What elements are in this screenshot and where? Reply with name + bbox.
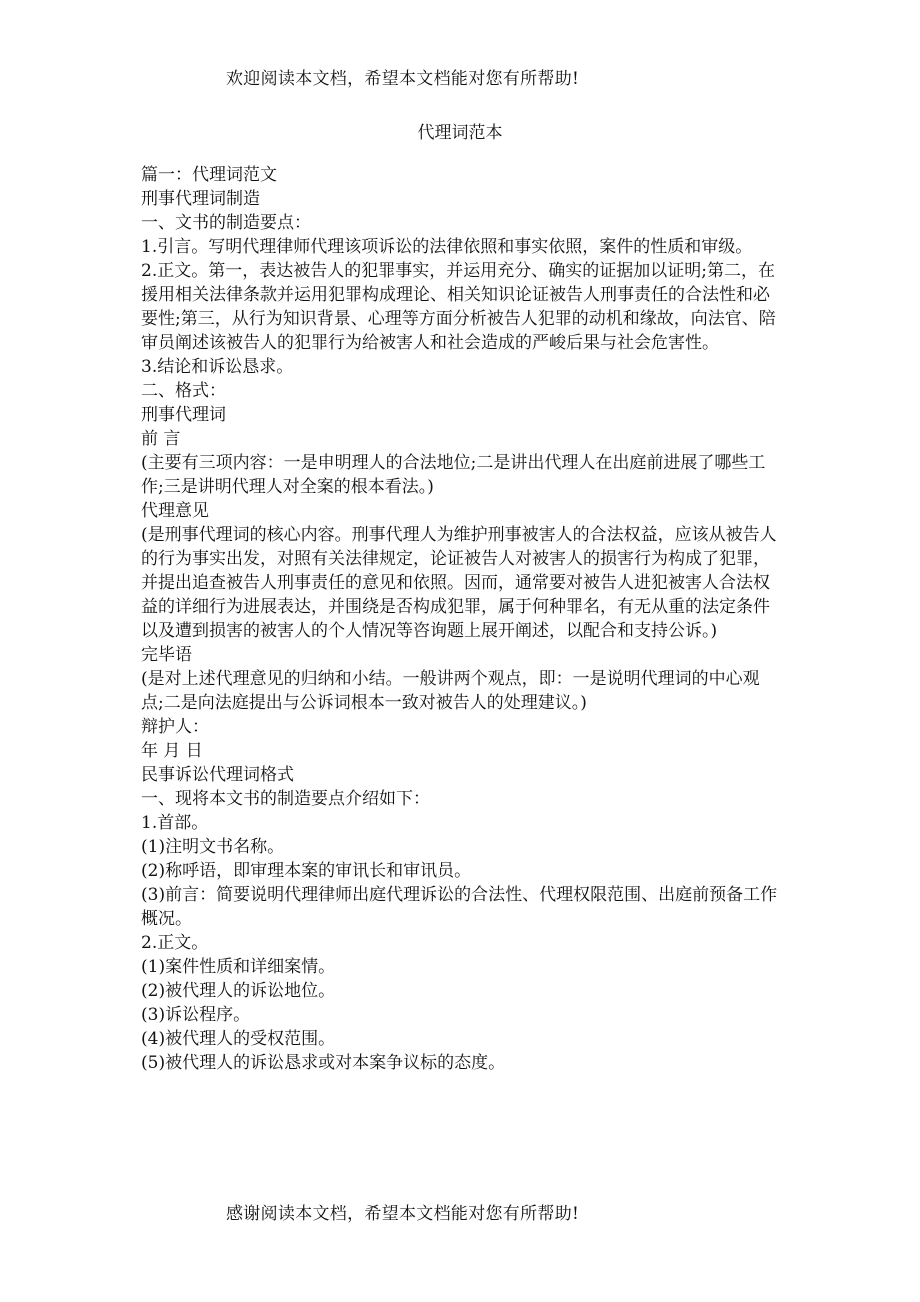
paragraph: 刑事代理词制造	[141, 189, 260, 209]
paragraph: 完毕语	[141, 645, 192, 665]
paragraph: 年 月 日	[141, 741, 203, 761]
paragraph: 刑事代理词	[141, 405, 226, 425]
paragraph: (3)诉讼程序。	[141, 1005, 251, 1025]
paragraph: (3)前言：简要说明代理律师出庭代理诉讼的合法性、代理权限范围、出庭前预备工作概况。	[141, 885, 778, 929]
paragraph: 一、现将本文书的制造要点介绍如下：	[141, 789, 430, 809]
paragraph: 1.首部。	[141, 813, 209, 833]
paragraph: (是对上述代理意见的归纳和小结。一般讲两个观点，即：一是说明代理词的中心观点;二是向法庭提出与公诉词根本一致对被告人的处理建议。)	[141, 669, 760, 713]
footer-note: 感谢阅读本文档，希望本文档能对您有所帮助!	[226, 1204, 580, 1224]
paragraph: 二、格式：	[141, 381, 226, 401]
paragraph: (2)被代理人的诉讼地位。	[141, 981, 336, 1001]
paragraph: (1)注明文书名称。	[141, 837, 285, 857]
paragraph: 前 言	[141, 429, 181, 449]
paragraph: 1.引言。写明代理律师代理该项诉讼的法律依照和事实依照，案件的性质和审级。	[141, 237, 753, 257]
paragraph: (4)被代理人的受权范围。	[141, 1029, 336, 1049]
paragraph: (1)案件性质和详细案情。	[141, 957, 336, 977]
paragraph: 代理意见	[141, 501, 209, 521]
paragraph: 篇一：代理词范文	[141, 165, 277, 185]
paragraph: (是刑事代理词的核心内容。刑事代理人为维护刑事被害人的合法权益，应该从被告人的行为事实出发，对照有关法律规定，论证被告人对被害人的损害行为构成了犯罪，并提出追查被告人刑事责任的意见和依照。因而，通常要对被告人进犯被害人合法权益的详细行为进展表达，并围绕是否构成犯罪，属于何种罪名，有无从重的法定条件以及遭到损害的被害人的个人情况等咨询题上展开阐述，以配合和支持公诉。)	[141, 525, 777, 641]
paragraph: 2.正文。第一，表达被告人的犯罪事实，并运用充分、确实的证据加以证明;第二，在援用相关法律条款并运用犯罪构成理论、相关知识论证被告人刑事责任的合法性和必要性;第三，从行为知识背景、心理等方面分析被告人犯罪的动机和缘故，向法官、陪审员阐述该被告人的犯罪行为给被害人和社会造成的严峻后果与社会危害性。	[141, 261, 776, 353]
header-note: 欢迎阅读本文档，希望本文档能对您有所帮助!	[226, 69, 580, 89]
document-body	[141, 163, 781, 1075]
paragraph: 民事诉讼代理词格式	[141, 765, 294, 785]
paragraph: 2.正文。	[141, 933, 209, 953]
paragraph: 3.结论和诉讼恳求。	[141, 357, 294, 377]
paragraph: 一、文书的制造要点：	[141, 213, 311, 233]
paragraph: (5)被代理人的诉讼恳求或对本案争议标的态度。	[141, 1053, 506, 1073]
paragraph: 辩护人：	[141, 717, 209, 737]
paragraph: (主要有三项内容：一是申明理人的合法地位;二是讲出代理人在出庭前进展了哪些工作;三是讲明代理人对全案的根本看法。)	[141, 453, 766, 497]
document-title: 代理词范本	[417, 123, 503, 143]
paragraph: (2)称呼语，即审理本案的审讯长和审讯员。	[141, 861, 472, 881]
